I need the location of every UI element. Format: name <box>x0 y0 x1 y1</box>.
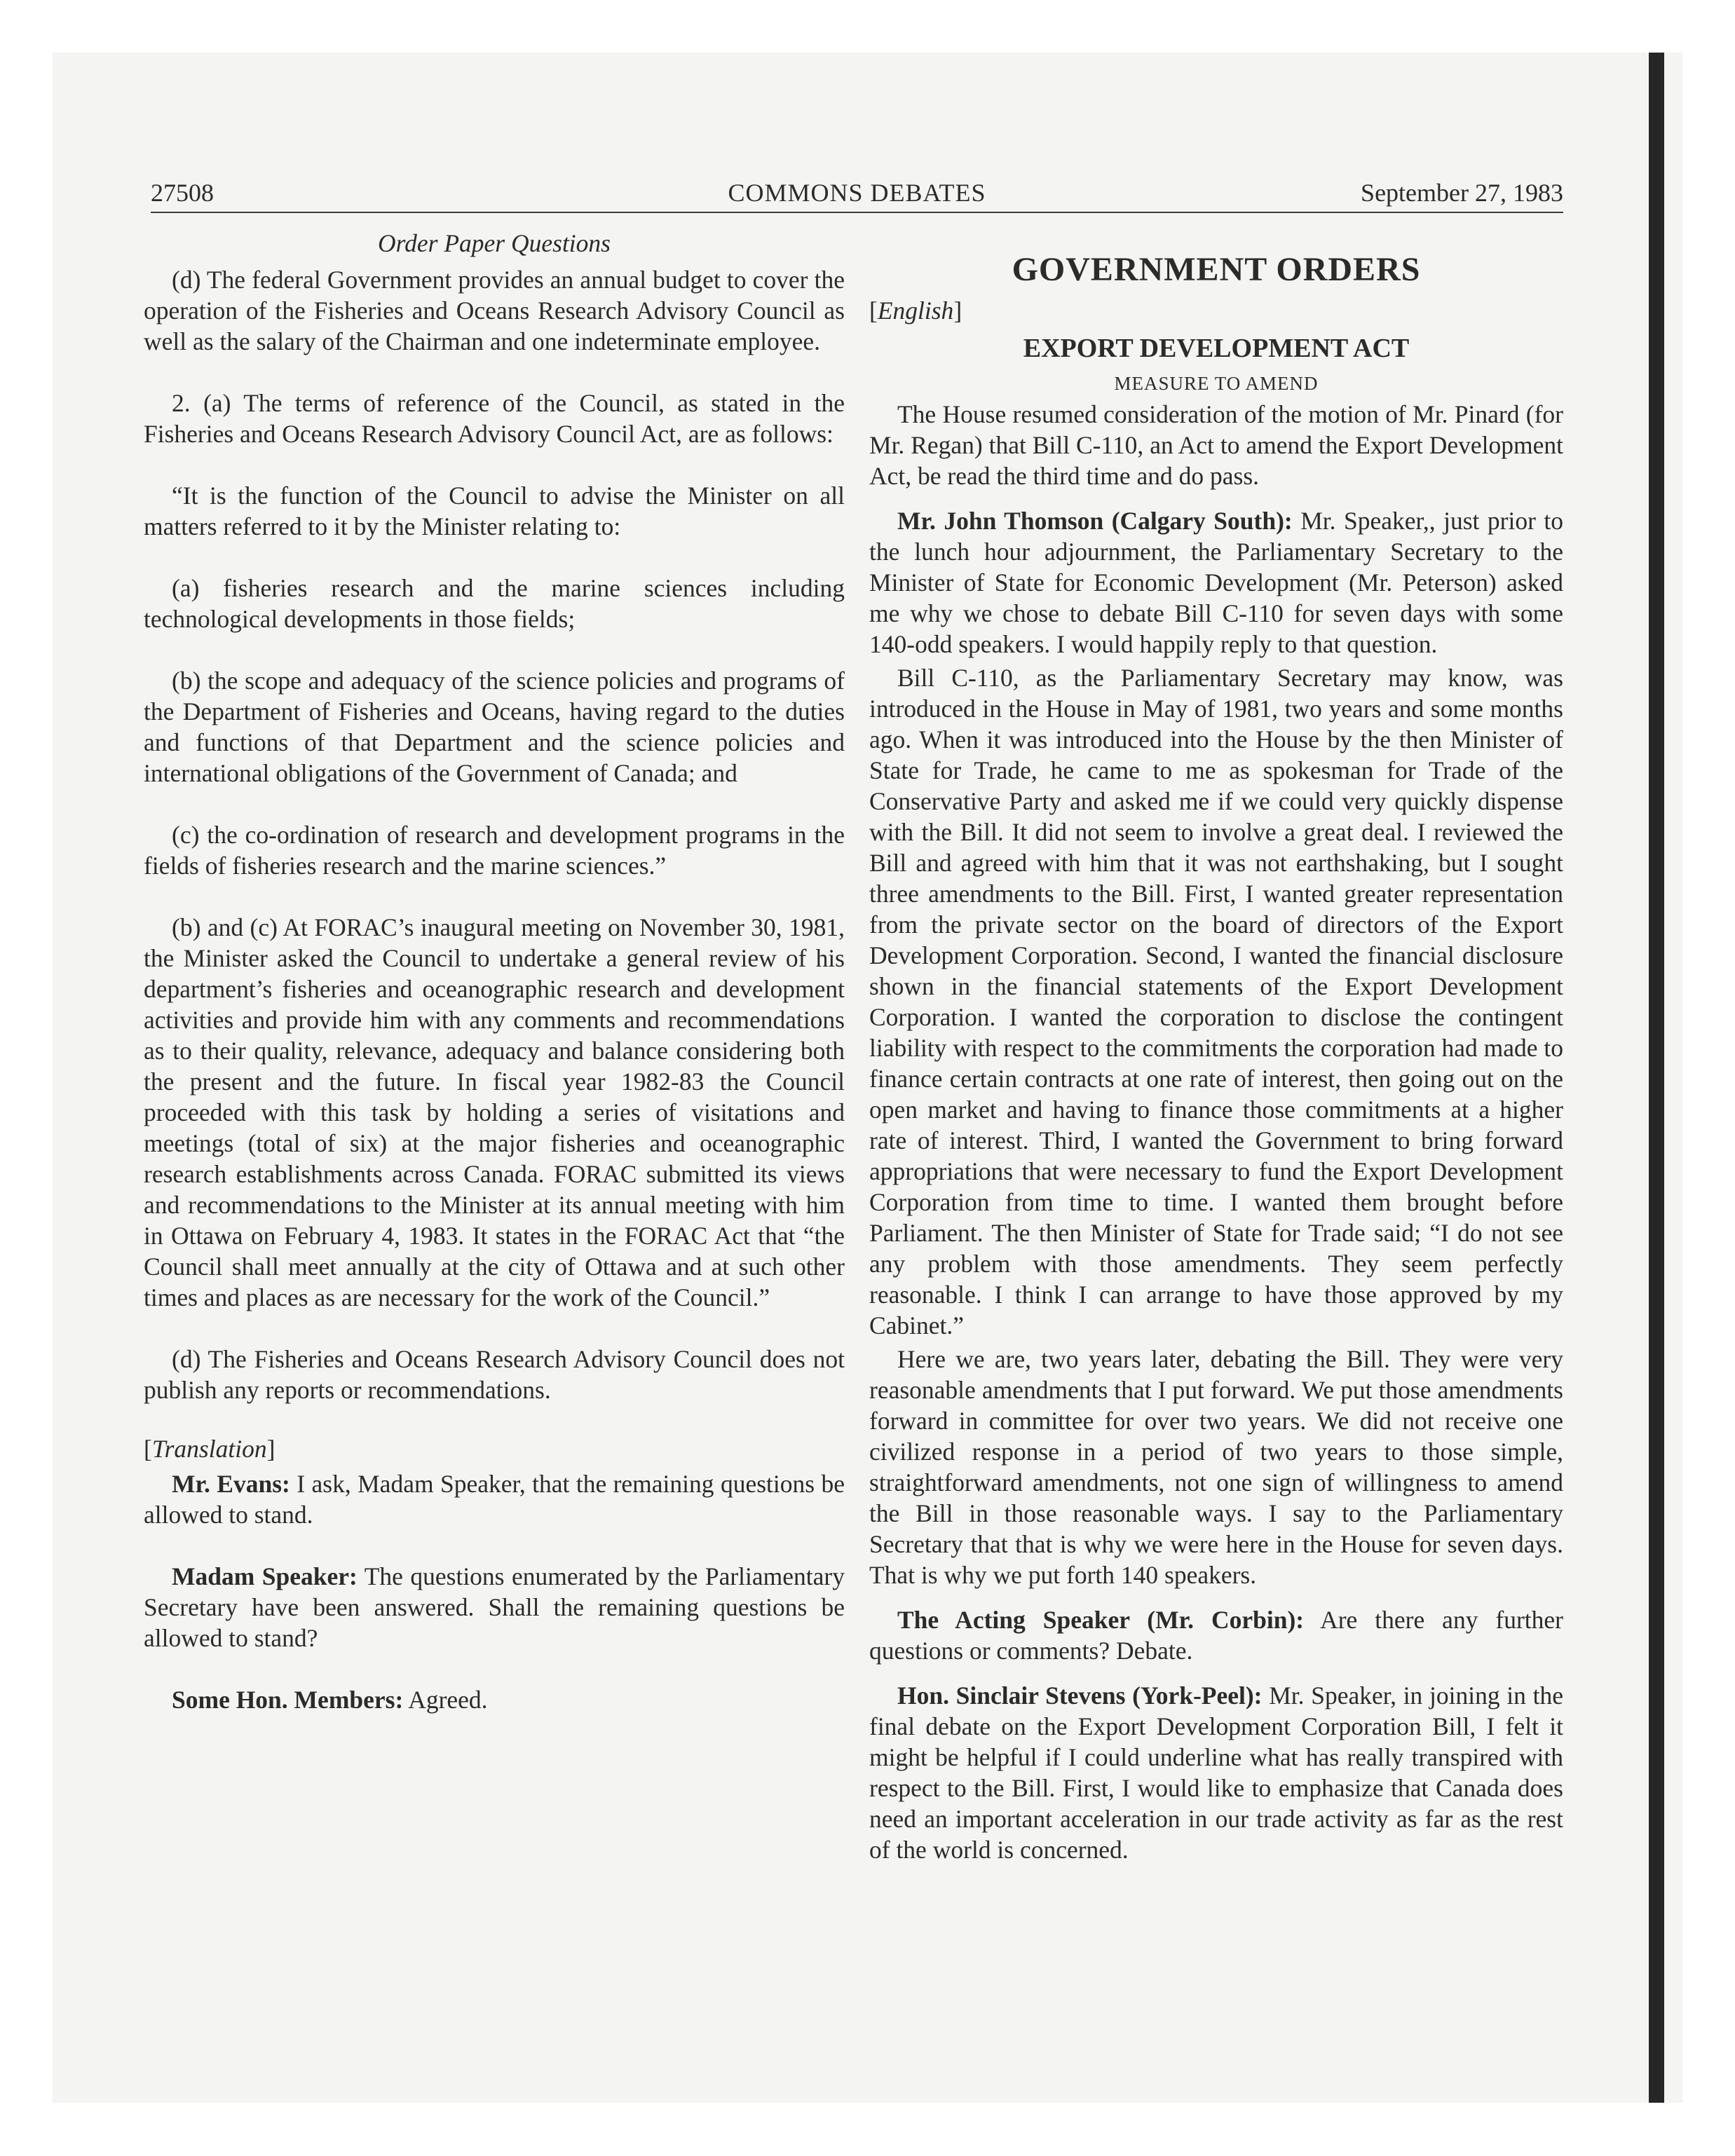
speech-text: Mr. Speaker, in joining in the final debate on the Export Development Corporation Bill, I felt it might be helpful if I could underline what has really transpired with respect to the Bill. First, I would like to emphasize that Canada does need an important acceleration in our trade activity as far as the rest of the world is concerned. <box>869 1681 1563 1864</box>
speech-paragraph <box>144 1684 845 1715</box>
paragraph: The House resumed consideration of the motion of Mr. Pinard (for Mr. Regan) that Bill C-110, an Act to amend the Export Development Act, be read the third time and do pass. <box>869 400 1563 490</box>
speech-paragraph <box>869 1604 1563 1666</box>
publication-title: COMMONS DEBATES <box>728 179 986 207</box>
language-marker: [English] <box>869 296 962 325</box>
speech-text: Are there any further questions or comments? Debate. <box>869 1606 1563 1665</box>
paragraph: Here we are, two years later, debating the Bill. They were very reasonable amendments that I put forward. We put those amendments forward in committee for over two years. We did not receive one civilized response in a period of two years to those simple, straightforward amendments, not one sign of willingness to amend the Bill in those reasonable ways. I say to the Parliamentary Secretary that that is why we were here in the House for seven days. That is why we put forth 140 speakers. <box>869 1345 1563 1589</box>
translation-marker: [Translation] <box>144 1435 275 1463</box>
quote-paragraph: (b) the scope and adequacy of the science policies and programs of the Department of Fisheries and Oceans, having regard to the duties and functions of that Department and the science policies and international obligations of the Government of Canada; and <box>144 667 845 787</box>
act-subheading: MEASURE TO AMEND <box>1114 373 1319 394</box>
scan-edge-bar <box>1649 53 1664 2103</box>
speech-paragraph <box>869 1680 1563 1865</box>
speaker-name: Mr. John Thomson (Calgary South): <box>897 507 1293 535</box>
left-column <box>144 228 845 1715</box>
speech-text: The questions enumerated by the Parliamentary Secretary have been answered. Shall the remaining questions be allowed to stand? <box>144 1562 845 1652</box>
paragraph: (d) The federal Government provides an annual budget to cover the operation of the Fisheries and Oceans Research Advisory Council as well as the salary of the Chairman and one indeterminate employee. <box>144 266 845 355</box>
speech-paragraph <box>869 505 1563 660</box>
quote-paragraph: (a) fisheries research and the marine sciences including technological developments in those fields; <box>144 574 845 633</box>
speech-paragraph <box>144 1561 845 1653</box>
speaker-name: Some Hon. Members: <box>172 1686 404 1714</box>
page-date: September 27, 1983 <box>1361 179 1563 207</box>
paragraph: (d) The Fisheries and Oceans Research Advisory Council does not publish any reports or recommendations. <box>144 1345 845 1404</box>
language-label: English <box>877 296 954 325</box>
speaker-name: Hon. Sinclair Stevens (York-Peel): <box>897 1681 1263 1710</box>
right-column <box>869 228 1563 1865</box>
quote-paragraph: (c) the co-ordination of research and development programs in the fields of fisheries research and the marine sciences.” <box>144 821 845 880</box>
quote-paragraph: “It is the function of the Council to advise the Minister on all matters referred to it by the Minister relating to: <box>144 482 845 540</box>
act-heading: EXPORT DEVELOPMENT ACT <box>1023 334 1410 363</box>
speech-text: I ask, Madam Speaker, that the remaining questions be allowed to stand. <box>144 1470 845 1529</box>
page-header <box>151 177 1563 213</box>
speech-text: Mr. Speaker,, just prior to the lunch hour adjournment, the Parliamentary Secretary to the Minister of State for Economic Development (Mr. Peterson) asked me why we chose to debate Bill C-110 for seven days with some 140-odd speakers. I would happily reply to that question. <box>869 507 1563 658</box>
speaker-name: The Acting Speaker (Mr. Corbin): <box>897 1606 1305 1634</box>
section-title: Order Paper Questions <box>378 229 611 257</box>
speaker-name: Mr. Evans: <box>172 1470 290 1498</box>
speech-text: Agreed. <box>403 1686 488 1714</box>
paragraph: Bill C-110, as the Parliamentary Secretary may know, was introduced in the House in May of 1981, two years and some months ago. When it was introduced into the House by the then Minister of State for Trade, he came to me as spokesman for Trade of the Conservative Party and asked me if we could very quickly dispense with the Bill. It did not seem to involve a great deal. I reviewed the Bill and agreed with him that it was not earthshaking, but I sought three amendments to the Bill. First, I wanted greater representation from the private sector on the board of directors of the Export Development Corporation. Second, I wanted the financial disclosure shown in the financial statements of the Export Development Corporation. I wanted the corporation to disclose the contingent liability with respect to the commitments the corporation had made to finance certain contracts at one rate of interest, then going out on the open market and having to finance those commitments at a higher rate of interest. Third, I wanted the Government to bring forward appropriations that were necessary to fund the Export Development Corporation from time to time. I wanted them brought before Parliament. The then Minister of State for Trade said; “I do not see any problem with those amendments. They seem perfectly reasonable. I think I can arrange to have those approved by my Cabinet.” <box>869 664 1563 1339</box>
major-heading: GOVERNMENT ORDERS <box>1012 251 1421 288</box>
translation-label: Translation <box>151 1435 267 1463</box>
paragraph: 2. (a) The terms of reference of the Council, as stated in the Fisheries and Oceans Research Advisory Council Act, are as follows: <box>144 389 845 448</box>
page-number: 27508 <box>151 179 214 207</box>
speaker-name: Madam Speaker: <box>172 1562 358 1590</box>
paragraph: (b) and (c) At FORAC’s inaugural meeting on November 30, 1981, the Minister asked the Council to undertake a general review of his department’s fisheries and oceanographic research and development activities and provide him with any comments and recommendations as to their quality, relevance, adequacy and balance considering both the present and the future. In fiscal year 1982-83 the Council proceeded with this task by holding a series of visitations and meetings (total of six) at the major fisheries and oceanographic research establishments across Canada. FORAC submitted its views and recommendations to the Minister at its annual meeting with him in Ottawa on February 4, 1983. It states in the FORAC Act that “the Council shall meet annually at the city of Ottawa and at such other times and places as are necessary for the work of the Council.” <box>144 913 845 1311</box>
speech-paragraph <box>144 1468 845 1530</box>
